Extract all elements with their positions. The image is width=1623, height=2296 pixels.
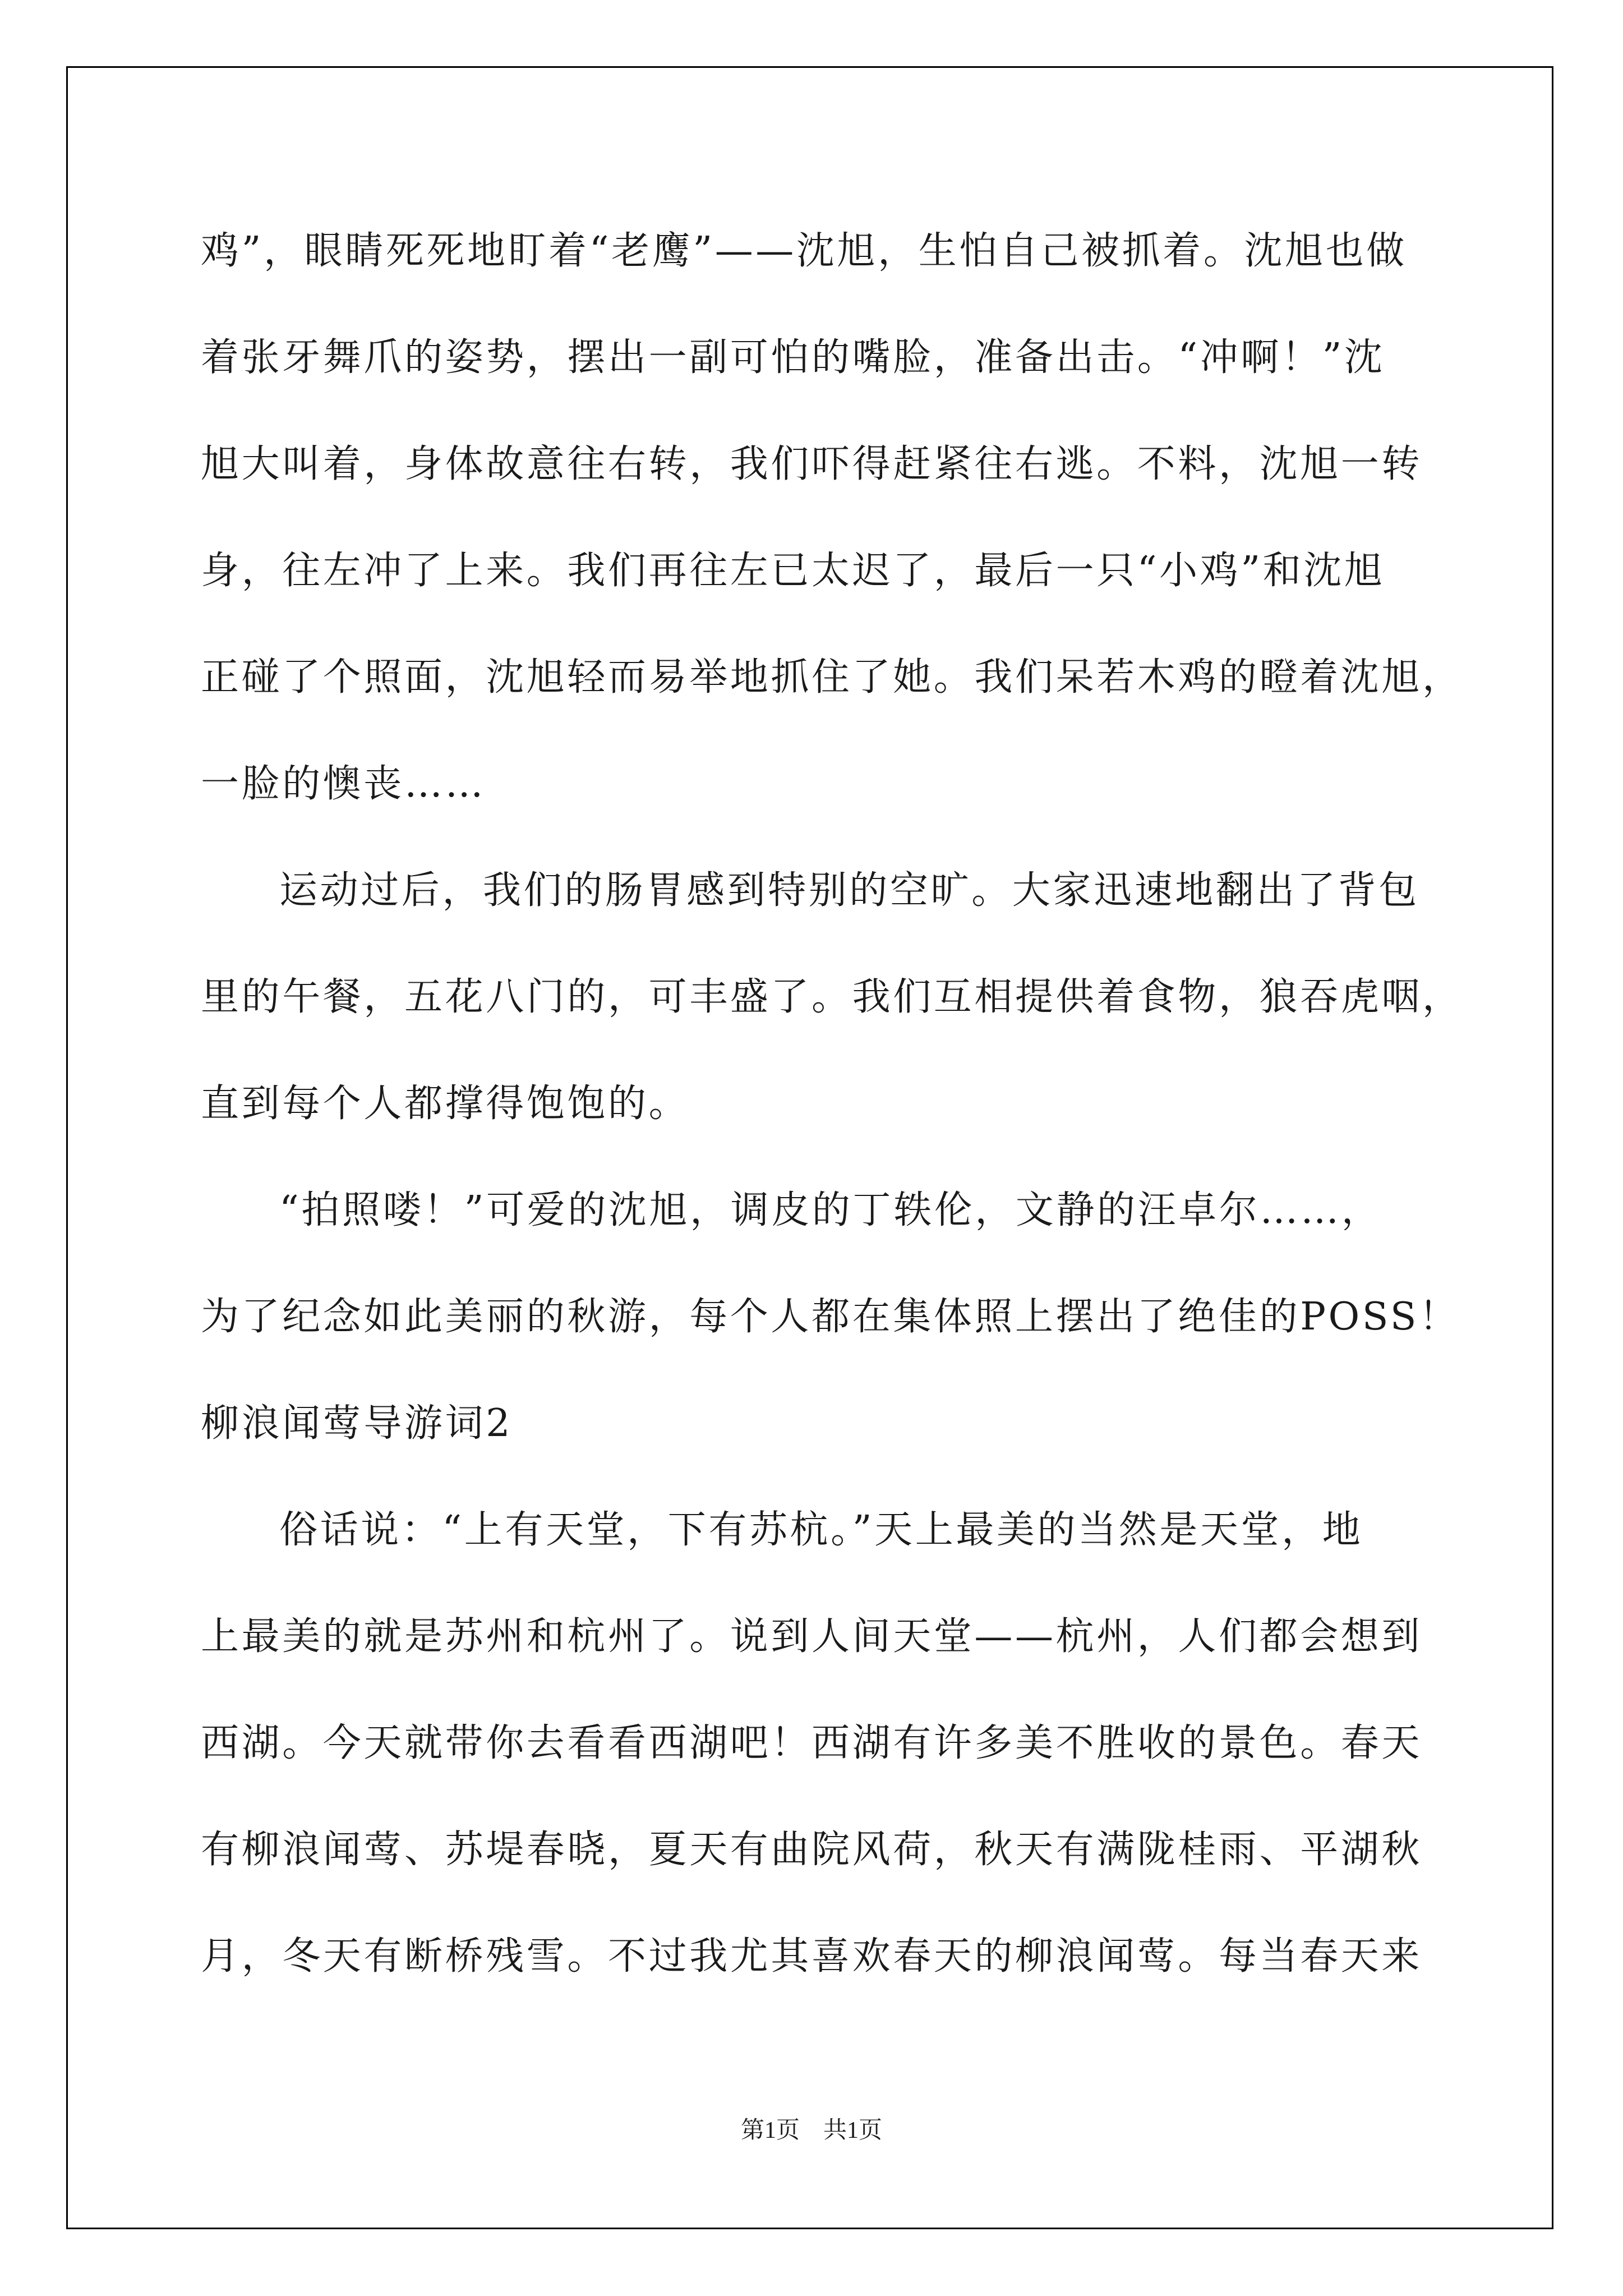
paragraph-start-line: 运动过后，我们的肠胃感到特别的空旷。大家迅速地翻出了背包	[279, 868, 1419, 913]
text-line: 为了纪念如此美丽的秋游，每个人都在集体照上摆出了绝佳的POSS！	[201, 1295, 1460, 1339]
text-line: 月，冬天有断桥残雪。不过我尤其喜欢春天的柳浪闻莺。每当春天来	[201, 1934, 1423, 1978]
paragraph-start-line: 俗话说：“上有天堂，下有苏杭。”天上最美的当然是天堂，地	[279, 1508, 1363, 1552]
text-line: 旭大叫着，身体故意往右转，我们吓得赶紧往右逃。不料，沈旭一转	[201, 442, 1423, 486]
text-line: 上最美的就是苏州和杭州了。说到人间天堂——杭州，人们都会想到	[201, 1614, 1423, 1659]
text-line: 身，往左冲了上来。我们再往左已太迟了，最后一只“小鸡”和沈旭	[201, 549, 1385, 593]
text-line: 西湖。今天就带你去看看西湖吧！西湖有许多美不胜收的景色。春天	[201, 1721, 1423, 1765]
text-line: 里的午餐，五花八门的，可丰盛了。我们互相提供着食物，狼吞虎咽，	[201, 975, 1463, 1019]
text-line: 正碰了个照面，沈旭轻而易举地抓住了她。我们呆若木鸡的瞪着沈旭，	[201, 655, 1463, 700]
section-heading: 柳浪闻莺导游词2	[201, 1401, 513, 1446]
text-line: 着张牙舞爪的姿势，摆出一副可怕的嘴脸，准备出击。“冲啊！”沈	[201, 335, 1385, 380]
paragraph-start-line: “拍照喽！”可爱的沈旭，调皮的丁轶伦，文静的汪卓尔……，	[279, 1188, 1382, 1232]
text-line: 一脸的懊丧……	[201, 762, 486, 806]
text-line: 有柳浪闻莺、苏堤春晓，夏天有曲院风荷，秋天有满陇桂雨、平湖秋	[201, 1828, 1423, 1872]
text-line: 直到每个人都撑得饱饱的。	[201, 1082, 690, 1126]
page-footer: 第1页 共1页	[740, 2118, 882, 2143]
text-line: 鸡”，眼睛死死地盯着“老鹰”——沈旭，生怕自己被抓着。沈旭也做	[201, 229, 1407, 273]
